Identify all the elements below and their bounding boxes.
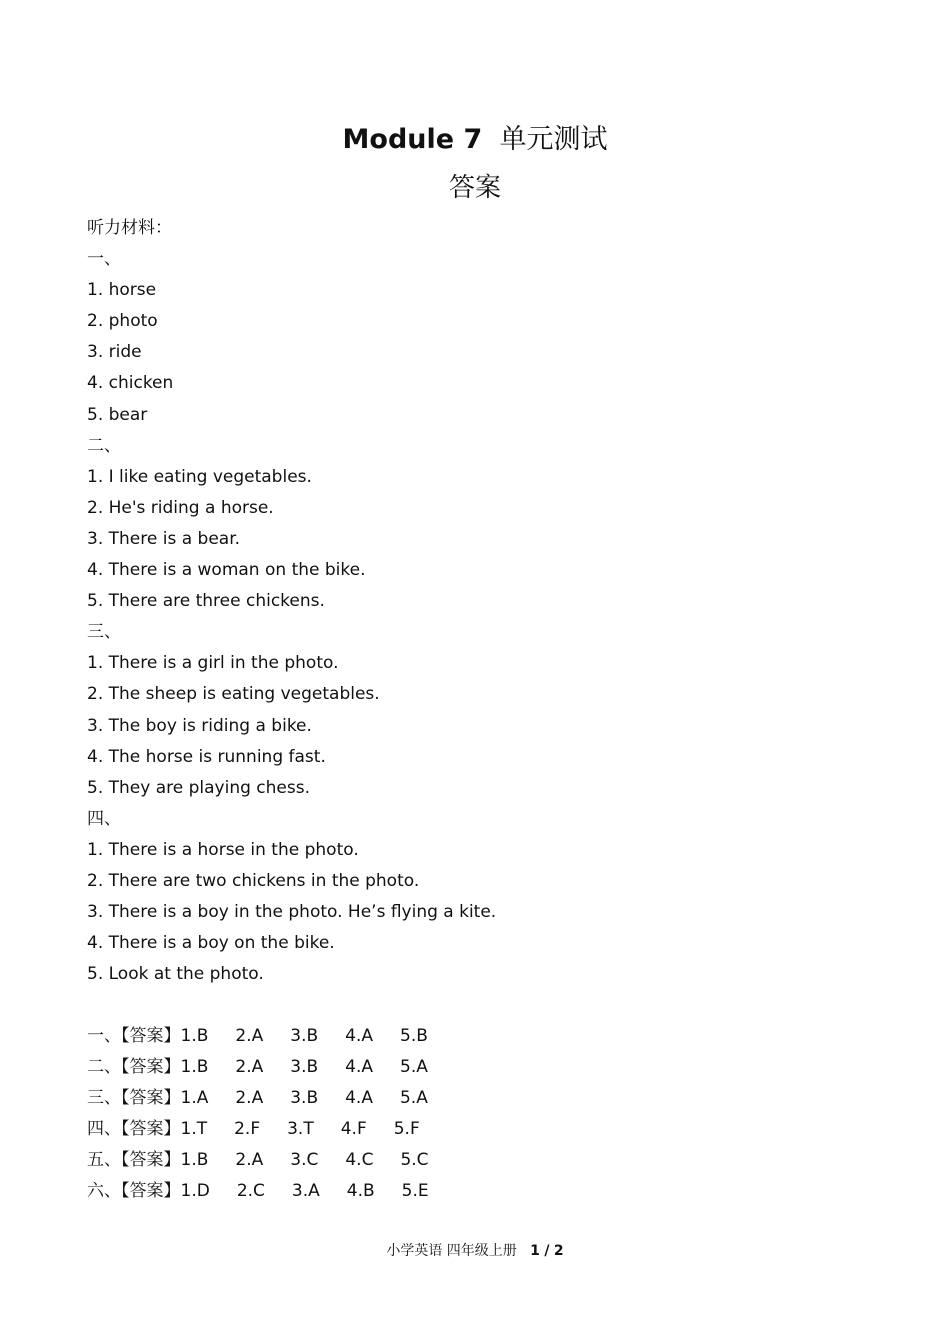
section-heading: 二、: [87, 435, 121, 456]
page-subtitle: 答案: [448, 173, 501, 203]
answer-item: 5.C: [400, 1150, 429, 1171]
answer-item: 1.B: [180, 1057, 209, 1078]
answer-row: [87, 1052, 887, 1083]
page-number: 1: [530, 1243, 540, 1259]
blank-line: [87, 990, 887, 1021]
list-item: 2. The sheep is eating vegetables.: [87, 684, 380, 705]
section-heading: 一、: [87, 249, 121, 270]
answer-row: [87, 1145, 887, 1176]
list-item: 3. ride: [87, 342, 142, 363]
answer-prefix: 三、【答案】: [87, 1088, 181, 1109]
list-item: 5. bear: [87, 404, 148, 425]
answer-item: 1.B: [180, 1026, 209, 1047]
answer-item: 3.B: [290, 1088, 319, 1109]
answer-row: [87, 1114, 887, 1145]
section-heading: 三、: [87, 622, 121, 643]
answer-item: 2.F: [234, 1119, 261, 1140]
answer-item: 2.C: [236, 1181, 265, 1202]
answer-item: 3.T: [287, 1119, 314, 1140]
answer-prefix: 二、【答案】: [87, 1057, 181, 1078]
page-separator: /: [544, 1243, 550, 1259]
list-item: 2. He's riding a horse.: [87, 497, 274, 518]
answer-prefix: 六、【答案】: [87, 1181, 181, 1202]
answer-item: 2.A: [235, 1088, 264, 1109]
answer-item: 2.A: [235, 1057, 264, 1078]
answer-item: 4.A: [345, 1026, 373, 1047]
list-item: 4. chicken: [87, 373, 174, 394]
list-item: 1. horse: [87, 280, 157, 301]
listening-label: 听力材料：: [87, 218, 172, 238]
answer-prefix: 四、【答案】: [87, 1119, 181, 1140]
footer-text: 小学英语 四年级上册: [386, 1243, 517, 1259]
answer-item: 5.F: [393, 1119, 420, 1140]
answer-item: 3.C: [290, 1150, 319, 1171]
document-body: [87, 213, 887, 1207]
page-footer: [0, 1240, 950, 1262]
answer-row: [87, 1083, 887, 1114]
answer-item: 3.A: [291, 1181, 320, 1202]
answer-item: 3.B: [290, 1026, 319, 1047]
list-item: 2. photo: [87, 311, 158, 332]
answer-item: 1.A: [180, 1088, 209, 1109]
answer-item: 4.A: [345, 1088, 373, 1109]
list-item: 5. There are three chickens.: [87, 591, 325, 612]
title-unit-test: 单元测试: [499, 124, 608, 155]
answer-item: 5.B: [400, 1026, 428, 1047]
answer-item: 4.F: [340, 1119, 367, 1140]
answer-item: 1.T: [180, 1119, 208, 1140]
answer-item: 4.C: [345, 1150, 374, 1171]
answer-row: [87, 1021, 887, 1052]
section-heading: 四、: [87, 808, 121, 829]
list-item: 5. They are playing chess.: [87, 777, 310, 798]
answer-prefix: 一、【答案】: [87, 1026, 181, 1047]
title-module: Module 7: [342, 124, 483, 155]
page-title: [0, 120, 950, 160]
list-item: 4. There is a woman on the bike.: [87, 560, 366, 581]
answer-item: 1.D: [180, 1181, 210, 1202]
list-item: 3. There is a boy in the photo. He’s flying a kite.: [87, 902, 497, 923]
list-item: 3. The boy is riding a bike.: [87, 715, 312, 736]
answer-item: 3.B: [290, 1057, 319, 1078]
list-item: 4. The horse is running fast.: [87, 746, 326, 767]
list-item: 1. I like eating vegetables.: [87, 466, 312, 487]
answer-row: [87, 1176, 887, 1207]
answer-item: 5.A: [399, 1088, 428, 1109]
list-item: 1. There is a horse in the photo.: [87, 839, 359, 860]
answer-item: 4.B: [346, 1181, 375, 1202]
answer-item: 1.B: [180, 1150, 209, 1171]
answer-item: 5.E: [401, 1181, 429, 1202]
list-item: 1. There is a girl in the photo.: [87, 653, 339, 674]
list-item: 3. There is a bear.: [87, 528, 241, 549]
list-item: 2. There are two chickens in the photo.: [87, 870, 420, 891]
answer-item: 2.A: [235, 1150, 264, 1171]
list-item: 4. There is a boy on the bike.: [87, 933, 335, 954]
answer-prefix: 五、【答案】: [87, 1150, 181, 1171]
page-total: 2: [553, 1243, 564, 1259]
answer-item: 4.A: [345, 1057, 373, 1078]
list-item: 5. Look at the photo.: [87, 964, 264, 985]
answer-item: 2.A: [235, 1026, 264, 1047]
answer-item: 5.A: [400, 1057, 428, 1078]
